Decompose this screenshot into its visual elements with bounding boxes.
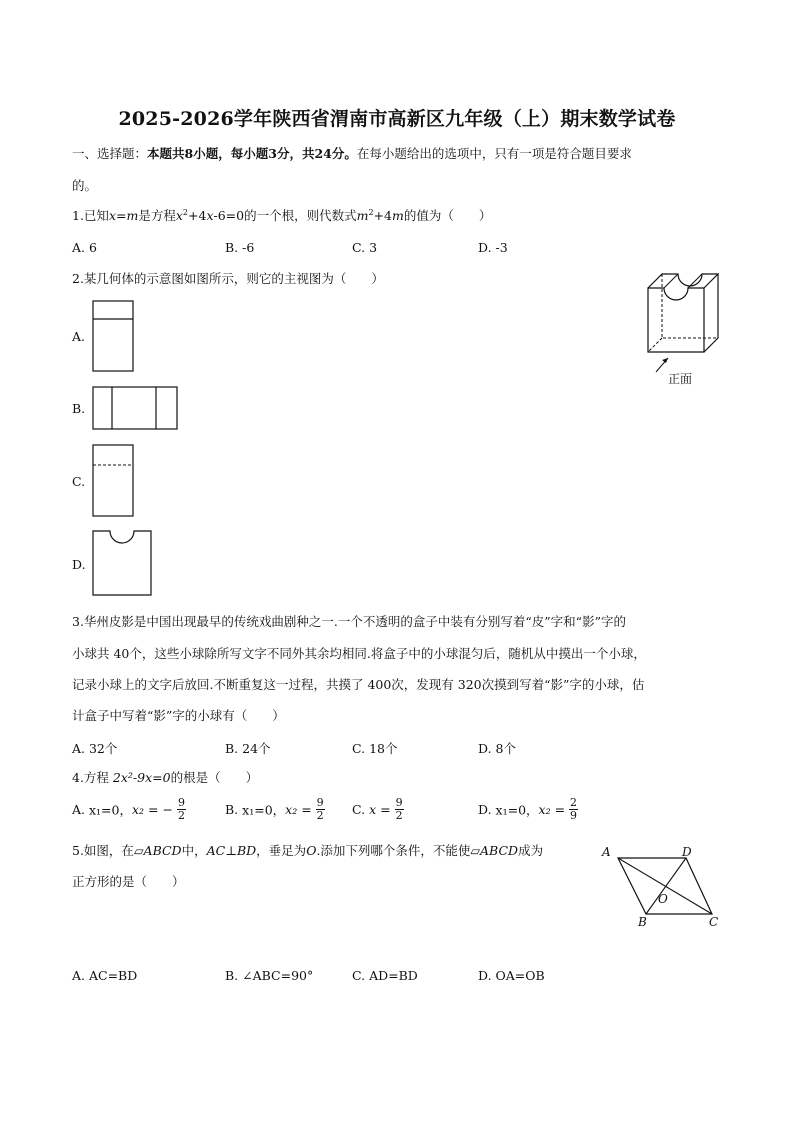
question-2-stem: 2.某几何体的示意图如图所示，则它的主视图为（ ） (72, 271, 384, 286)
question-3-line2: 小球共 40个，这些小球除所写文字不同外其余均相同.将盒子中的小球混匀后，随机从中摸出一个小球， (72, 646, 646, 661)
question-5-line1 (72, 843, 543, 859)
q5-option-d[interactable]: D. OA=OB (478, 968, 545, 983)
q2-option-d-figure[interactable] (92, 530, 152, 596)
question-4-stem (72, 770, 258, 786)
q4-option-text: x₁=0， (495, 802, 539, 818)
q2-option-d-label[interactable]: D. (72, 557, 86, 572)
vertex-c-label: C (709, 915, 719, 929)
numerator: 9 (316, 796, 324, 809)
q1-math: x=m (108, 208, 139, 223)
q4-equation: 2x²-9x=0 (112, 770, 171, 785)
q4-option-label: B. (225, 802, 239, 817)
q1-option-b[interactable]: B. -6 (225, 240, 255, 255)
q1-math: +4 (373, 208, 392, 223)
numerator: 2 (570, 796, 578, 809)
per-score: 3 (268, 146, 277, 161)
denominator: 2 (177, 809, 185, 822)
q4-option-a[interactable] (72, 797, 186, 822)
solid-figure (640, 270, 730, 390)
q5-math: AC⊥BD (206, 843, 257, 858)
q2-option-a-figure[interactable] (92, 300, 134, 372)
section-text: 分。 (331, 146, 357, 161)
front-label: 正面 (668, 372, 693, 386)
q1-math: +4 (188, 208, 207, 223)
q5-text: 5.如图，在 (72, 843, 134, 858)
section-text: 小题，每小题 (193, 146, 269, 161)
q5-math: ▱ABCD (133, 843, 182, 858)
vertex-d-label: D (682, 845, 692, 859)
q5-option-c[interactable]: C. AD=BD (352, 968, 418, 983)
vertex-b-label: B (638, 915, 647, 929)
q2-option-c-figure[interactable] (92, 444, 134, 517)
q4-option-b[interactable] (225, 797, 325, 822)
q4-option-label: D. (478, 802, 492, 817)
vertex-a-label: A (602, 845, 611, 859)
q1-math: x (175, 208, 183, 223)
question-3-line1: 3.华州皮影是中国出现最早的传统戏曲剧种之一.一个不透明的盒子中装有分别写着“皮”字和“影”字的 (72, 614, 626, 629)
q4-option-text: x₂ = (538, 802, 566, 817)
q4-fraction (177, 797, 186, 822)
q5-math: ▱ABCD (470, 843, 519, 858)
q2-option-b-figure[interactable] (92, 386, 178, 430)
q4-option-text: x₂ = − (132, 802, 173, 817)
question-1-stem (72, 208, 491, 224)
numerator: 9 (395, 796, 403, 809)
q2-option-c-label[interactable]: C. (72, 474, 86, 489)
question-5-line2: 正方形的是（ ） (72, 874, 185, 889)
total-score: 24 (314, 146, 332, 161)
denominator: 2 (316, 809, 324, 822)
q4-option-text: x₁=0， (242, 802, 286, 818)
q1-math: m (392, 208, 404, 223)
q5-text: ，垂足为 (256, 843, 307, 858)
section-label: 一、选择题： (72, 146, 148, 161)
section-text: 分，共 (276, 146, 315, 161)
q1-math: 2 (182, 208, 188, 217)
q5-text: 中， (181, 843, 207, 858)
q2-option-a-label[interactable]: A. (72, 329, 86, 344)
q5-text: .添加下列哪个条件，不能使 (316, 843, 471, 858)
page-title: 2025-2026学年陕西省渭南市高新区九年级（上）期末数学试卷 (118, 108, 676, 130)
q4-option-c[interactable] (352, 797, 404, 822)
q1-text: -6=0的一个根，则代数式 (213, 208, 357, 223)
q4-option-text: x₂ = (285, 802, 312, 817)
q4-option-text: x = (369, 802, 391, 817)
denominator: 2 (395, 809, 403, 822)
q5-option-b[interactable]: B. ∠ABC=90° (225, 968, 314, 983)
q1-option-c[interactable]: C. 3 (352, 240, 378, 255)
q1-math: 2 (368, 208, 374, 217)
q5-option-a[interactable]: A. AC=BD (72, 968, 138, 983)
q1-math: m (356, 208, 369, 223)
question-3-line3: 记录小球上的文字后放回.不断重复这一过程，共摸了 400次，发现有 320次摸到写着“影”字的小球，估 (72, 677, 645, 692)
section-intro-line2: 的。 (72, 178, 98, 193)
q4-text: 的根是（ ） (170, 770, 259, 785)
q5-math: O (306, 843, 317, 858)
q2-option-b-label[interactable]: B. (72, 401, 86, 416)
denominator: 9 (570, 809, 578, 822)
q4-option-d[interactable] (478, 797, 578, 822)
q1-text: 的值为（ ） (403, 208, 492, 223)
q1-option-d[interactable]: D. -3 (478, 240, 508, 255)
q4-fraction (316, 797, 325, 822)
q1-text: 1.已知 (72, 208, 109, 223)
q4-text: 4.方程 (72, 770, 109, 785)
q1-text: 是方程 (138, 208, 176, 223)
q3-option-c[interactable]: C. 18个 (352, 741, 398, 756)
q1-math: x (206, 208, 214, 223)
question-3-line4: 计盒子中写着“影”字的小球有（ ） (72, 708, 285, 723)
parallelogram-figure (600, 842, 730, 932)
q4-option-label: A. (72, 802, 86, 817)
q4-fraction (569, 797, 578, 822)
numerator: 9 (177, 796, 185, 809)
q5-text: 成为 (518, 843, 544, 858)
question-count: 8 (184, 146, 194, 161)
q4-option-text: x₁=0， (89, 802, 132, 818)
q4-fraction (395, 797, 404, 822)
q1-option-a[interactable]: A. 6 (72, 240, 97, 255)
point-o-label: O (658, 892, 668, 906)
section-intro (72, 146, 632, 162)
q3-option-a[interactable]: A. 32个 (72, 741, 118, 756)
q4-option-label: C. (352, 802, 366, 817)
section-text: 在每小题给出的选项中，只有一项是符合题目要求 (356, 146, 632, 161)
q3-option-d[interactable]: D. 8个 (478, 741, 516, 756)
section-text: 本题共 (147, 146, 185, 161)
q3-option-b[interactable]: B. 24个 (225, 741, 271, 756)
